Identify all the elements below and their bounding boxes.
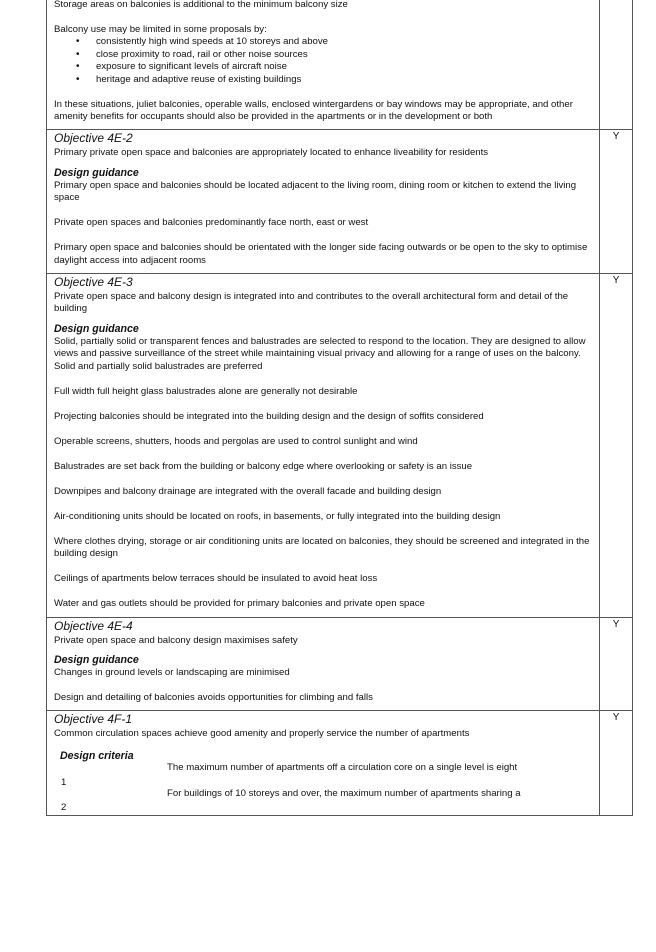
row-content [47,711,600,815]
design-criteria-heading: Design criteria [60,749,134,762]
guidance-item: Private open spaces and balconies predominantly face north, east or west [54,217,369,229]
guidance-item: Where clothes drying, storage or air conditioning units are located on balconies, they should be screened and integrated in the building design [54,535,590,560]
compliance-flag: Y [612,618,620,630]
objective-title: Objective 4E-2 [54,131,133,146]
guidance-item: Downpipes and balcony drainage are integrated with the overall facade and building design [54,485,442,497]
objective-statement: Common circulation spaces achieve good amenity and properly service the number of apartments [54,728,470,740]
criteria-text: The maximum number of apartments off a circulation core on a single level is eight [167,762,518,774]
table-row-objective-4e-3 [47,273,632,616]
table-row-objective-4e-4 [47,617,632,711]
limitation-list [76,36,593,86]
closing-paragraph: In these situations, juliet balconies, operable walls, enclosed wintergardens or bay windows may be appropriate, and other amenity benefits for occupants should also be provided in the apartments or in the development or both [54,98,573,123]
guidance-item: Changes in ground levels or landscaping are minimised [54,666,290,678]
guidance-item: Solid, partially solid or transparent fences and balustrades are selected to respond to the location. They are designed to allow views and passive surveillance of the street while maintaining visual privacy and allowing for a range of uses on the balcony. Solid and partially solid balustrades are preferred [54,335,586,372]
objective-title: Objective 4E-4 [54,618,133,633]
objective-statement: Private open space and balcony design maximises safety [54,634,298,646]
row-content [47,618,600,711]
table-row-objective-4f-1 [47,710,632,816]
design-guidance-heading: Design guidance [54,166,139,179]
criteria-row [54,788,593,815]
guidance-item: Operable screens, shutters, hoods and pergolas are used to control sunlight and wind [54,435,418,447]
guidance-item: Projecting balconies should be integrated into the building design and the design of soffits considered [54,410,484,422]
guidance-item: Air-conditioning units should be located on roofs, in basements, or fully integrated into the building design [54,510,501,522]
objective-statement: Primary private open space and balconies are appropriately located to enhance liveability for residents [54,147,489,159]
guidance-item: Balustrades are set back from the building or balcony edge where overlooking or safety is an issue [54,460,473,472]
criteria-number: 1 [61,777,67,789]
compliance-cell [600,0,632,129]
table-row-objective-4e-2 [47,129,632,273]
design-guidance-heading: Design guidance [54,322,139,335]
row-content [47,130,600,273]
criteria-number: 2 [61,802,67,814]
table-row-balcony-use [47,0,632,129]
guidance-item: Design and detailing of balconies avoids opportunities for climbing and falls [54,691,373,703]
guidance-item: Primary open space and balconies should be orientated with the longer side facing outwards or be open to the sky to optimise daylight access into adjacent rooms [54,242,588,266]
storage-note: Storage areas on balconies is additional to the minimum balcony size [54,0,348,10]
criteria-text: For buildings of 10 storeys and over, the maximum number of apartments sharing a [167,788,521,800]
compliance-table [46,0,633,816]
list-item: • exposure to significant levels of aircraft noise [76,61,593,73]
objective-statement: Private open space and balcony design is integrated into and contributes to the overall architectural form and detail of the building [54,291,569,315]
list-item: • heritage and adaptive reuse of existing buildings [76,74,593,86]
guidance-item: Primary open space and balconies should be located adjacent to the living room, dining room or kitchen to extend the living space [54,179,577,204]
compliance-flag: Y [612,712,620,724]
list-item: • close proximity to road, rail or other noise sources [76,49,593,61]
list-item: • consistently high wind speeds at 10 storeys and above [76,36,593,48]
guidance-item: Ceilings of apartments below terraces should be insulated to avoid heat loss [54,573,378,585]
objective-title: Objective 4E-3 [54,275,133,290]
objective-title: Objective 4F-1 [54,712,133,727]
guidance-item: Full width full height glass balustrades alone are generally not desirable [54,385,358,397]
limitation-intro: Balcony use may be limited in some proposals by: [54,24,267,35]
compliance-flag: Y [612,131,620,143]
row-content [47,0,600,129]
row-content [47,274,600,616]
guidance-item: Water and gas outlets should be provided for primary balconies and private open space [54,598,425,610]
design-guidance-heading: Design guidance [54,653,139,666]
compliance-flag: Y [612,275,620,287]
